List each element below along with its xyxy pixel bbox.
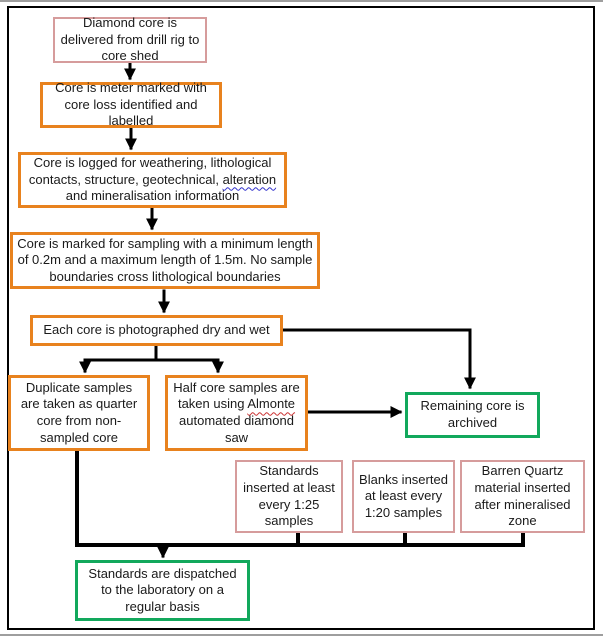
- text-after: and mineralisation information: [65, 188, 240, 204]
- node-meter-marked: [40, 82, 222, 128]
- node-text: Blanks inserted at least every 1:20 samples: [359, 471, 448, 520]
- text-before: Half core samples are taken using: [173, 379, 300, 412]
- node-half-core-samples: [165, 375, 308, 451]
- node-standards-dispatched: [75, 560, 250, 621]
- arrow-photographed-to-archived: [284, 330, 470, 387]
- node-marked-for-sampling: [10, 232, 320, 289]
- text-after: automated diamond saw: [179, 413, 294, 445]
- node-text: Diamond core is delivered from drill rig to core shed: [60, 15, 200, 64]
- node-text: Duplicate samples are taken as quarter core from non-sampled core: [20, 379, 138, 445]
- node-text: Core is meter marked with core loss identified and labelled: [55, 80, 207, 129]
- node-diamond-core-delivered: [53, 17, 207, 63]
- node-blanks-inserted: [352, 460, 455, 533]
- node-text: Standards are dispatched to the laboratory on a regular basis: [88, 565, 237, 614]
- node-standards-inserted: [235, 460, 343, 533]
- node-core-logged: [18, 152, 287, 208]
- misspelled-word-almonte: Almonte: [247, 396, 296, 412]
- node-text: [25, 155, 280, 205]
- node-text: Remaining core is archived: [420, 398, 525, 430]
- node-text: [172, 380, 301, 447]
- text-before: Core is logged for weathering, lithological contacts, structure, geotechnical,: [28, 155, 272, 187]
- misspelled-word-alteration: alteration: [222, 171, 277, 187]
- node-remaining-core-archived: [405, 392, 540, 438]
- node-text: Barren Quartz material inserted after mineralised zone: [474, 463, 571, 529]
- node-text: Standards inserted at least every 1:25 samples: [243, 463, 335, 529]
- node-text: Core is marked for sampling with a minimum length of 0.2m and a maximum length of 1.5m. No sample boundaries cross lithological boundaries: [17, 235, 313, 284]
- node-text: Each core is photographed dry and wet: [43, 322, 270, 338]
- node-barren-quartz: [460, 460, 585, 533]
- node-photographed: [30, 315, 283, 346]
- node-duplicate-samples: [8, 375, 150, 451]
